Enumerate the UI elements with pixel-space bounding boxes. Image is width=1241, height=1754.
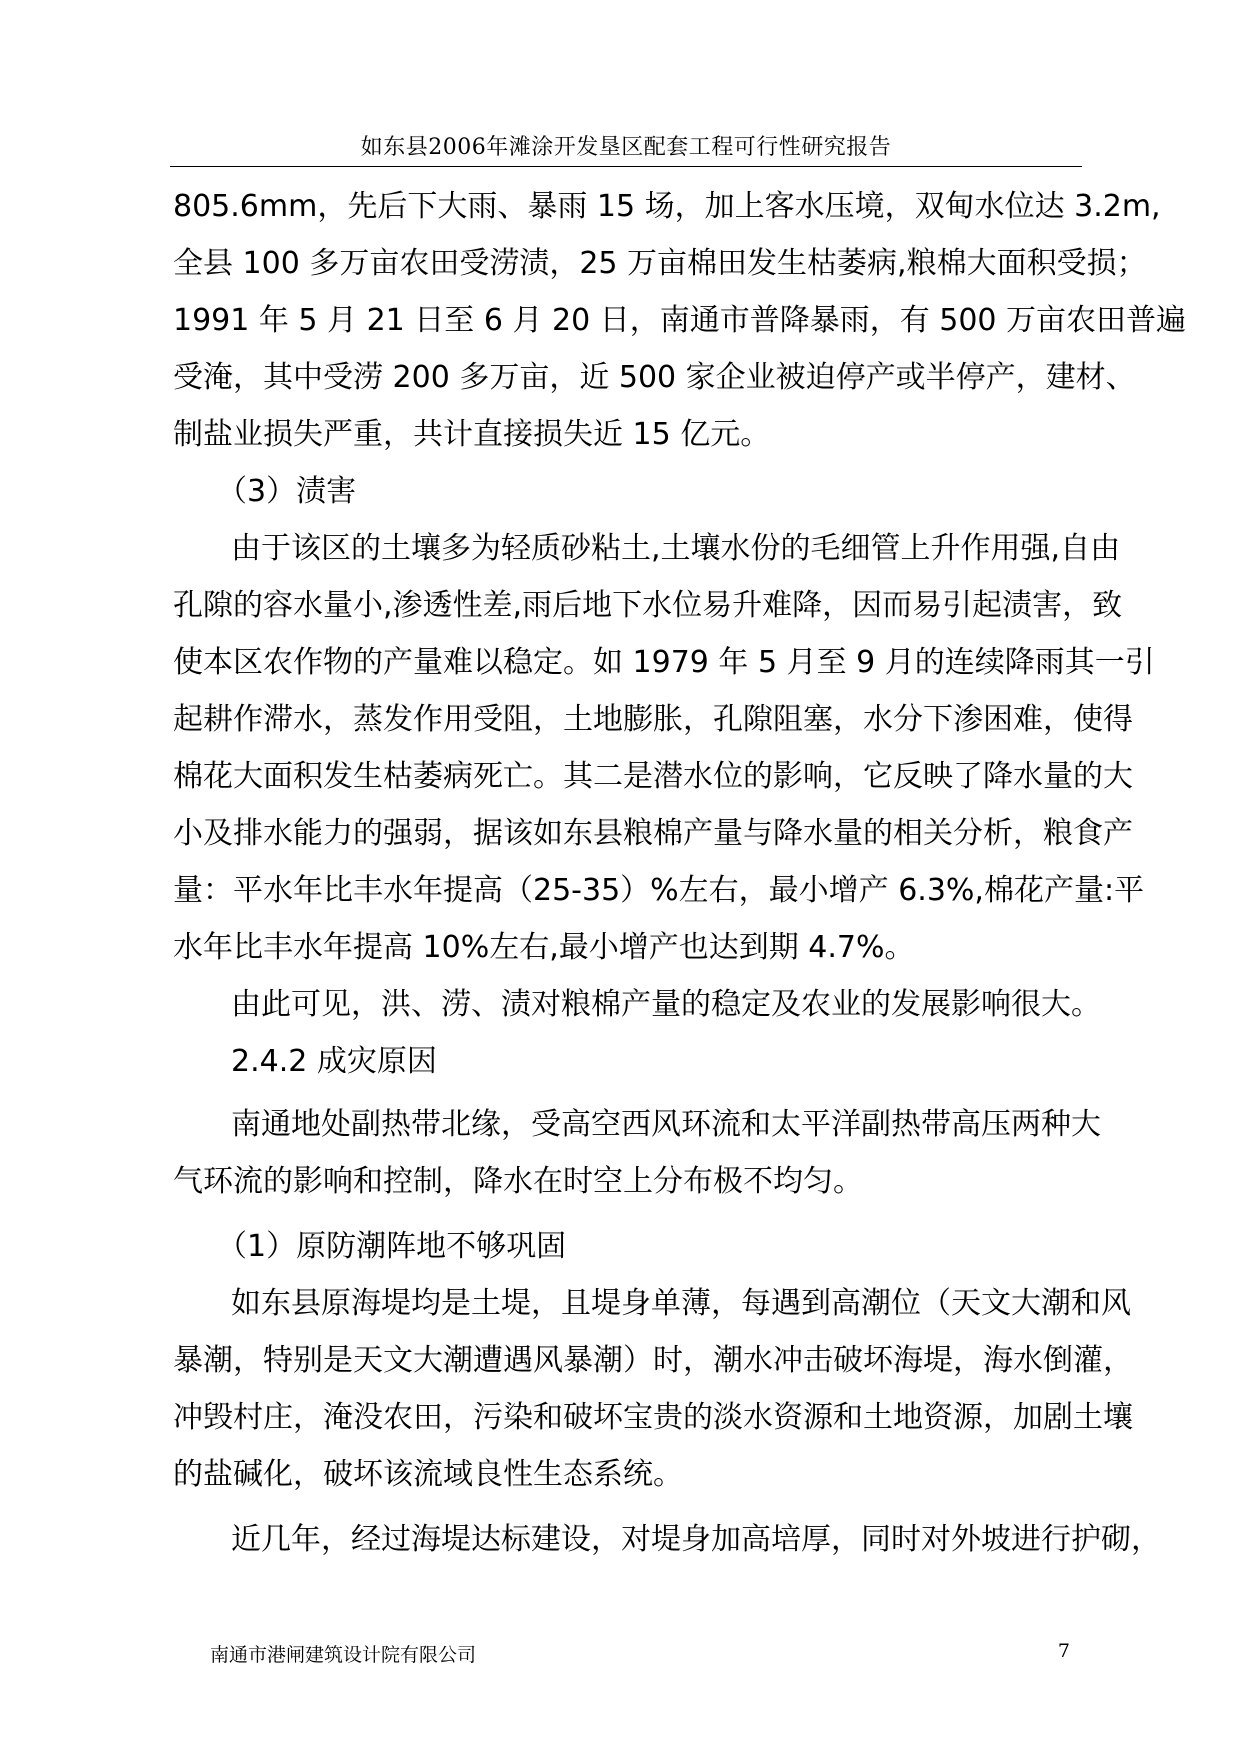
- paragraph-line: 量：平水年比丰水年提高（25-35）%左右，最小增产 6.3%,棉花产量:平: [173, 873, 1145, 908]
- document-body: [173, 186, 1187, 1576]
- paragraph-line: 暴潮，特别是天文大潮遭遇风暴潮）时，潮水冲击破坏海堤，海水倒灌，: [173, 1343, 1133, 1378]
- paragraph-line: 近几年，经过海堤达标建设，对堤身加高培厚，同时对外坡进行护砌，: [231, 1522, 1161, 1557]
- subheading-seawall: （1）原防潮阵地不够巩固: [217, 1229, 567, 1264]
- paragraph-line: 如东县原海堤均是土堤，且堤身单薄，每遇到高潮位（天文大潮和风: [231, 1286, 1131, 1321]
- page-footer: [210, 1640, 1070, 1670]
- paragraph-line: 使本区农作物的产量难以稳定。如 1979 年 5 月至 9 月的连续降雨其一引: [173, 645, 1155, 680]
- paragraph-line: 全县 100 多万亩农田受涝渍，25 万亩棉田发生枯萎病,粮棉大面积受损；: [173, 246, 1147, 281]
- paragraph-line: 水年比丰水年提高 10%左右,最小增产也达到期 4.7%。: [173, 930, 915, 965]
- paragraph-line: 受淹，其中受涝 200 多万亩，近 500 家企业被迫停产或半停产，建材、: [173, 360, 1136, 395]
- paragraph-line: 起耕作滞水，蒸发作用受阻，土地膨胀，孔隙阻塞，水分下渗困难，使得: [173, 702, 1133, 737]
- paragraph-line: 南通地处副热带北缘，受高空西风环流和太平洋副热带高压两种大: [231, 1107, 1101, 1142]
- paragraph-line: 小及排水能力的强弱，据该如东县粮棉产量与降水量的相关分析，粮食产: [173, 816, 1133, 851]
- document-title: 如东县2006年滩涂开发垦区配套工程可行性研究报告: [360, 135, 892, 160]
- paragraph-line: 制盐业损失严重，共计直接损失近 15 亿元。: [173, 417, 771, 452]
- company-name: 南通市港闸建筑设计院有限公司: [210, 1644, 477, 1666]
- section-heading: 2.4.2 成灾原因: [231, 1044, 437, 1079]
- paragraph-line: 冲毁村庄，淹没农田，污染和破坏宝贵的淡水资源和土地资源，加剧土壤: [173, 1400, 1133, 1435]
- paragraph-line: 由于该区的土壤多为轻质砂粘土,土壤水份的毛细管上升作用强,自由: [231, 531, 1121, 566]
- page-number: 7: [1057, 1640, 1070, 1662]
- subheading-waterlogging: （3）渍害: [217, 474, 357, 509]
- paragraph-line: 805.6mm，先后下大雨、暴雨 15 场，加上客水压境，双甸水位达 3.2m,: [173, 189, 1161, 224]
- paragraph-line: 的盐碱化，破坏该流域良性生态系统。: [173, 1457, 683, 1492]
- paragraph-line: 由此可见，洪、涝、渍对粮棉产量的稳定及农业的发展影响很大。: [231, 987, 1101, 1022]
- paragraph-line: 1991 年 5 月 21 日至 6 月 20 日，南通市普降暴雨，有 500 万亩农田普遍: [173, 303, 1187, 338]
- paragraph-line: 孔隙的容水量小,渗透性差,雨后地下水位易升难降，因而易引起渍害，致: [173, 588, 1123, 623]
- paragraph-line: 气环流的影响和控制，降水在时空上分布极不均匀。: [173, 1164, 863, 1199]
- page-header: [170, 120, 1082, 167]
- paragraph-line: 棉花大面积发生枯萎病死亡。其二是潜水位的影响，它反映了降水量的大: [173, 759, 1133, 794]
